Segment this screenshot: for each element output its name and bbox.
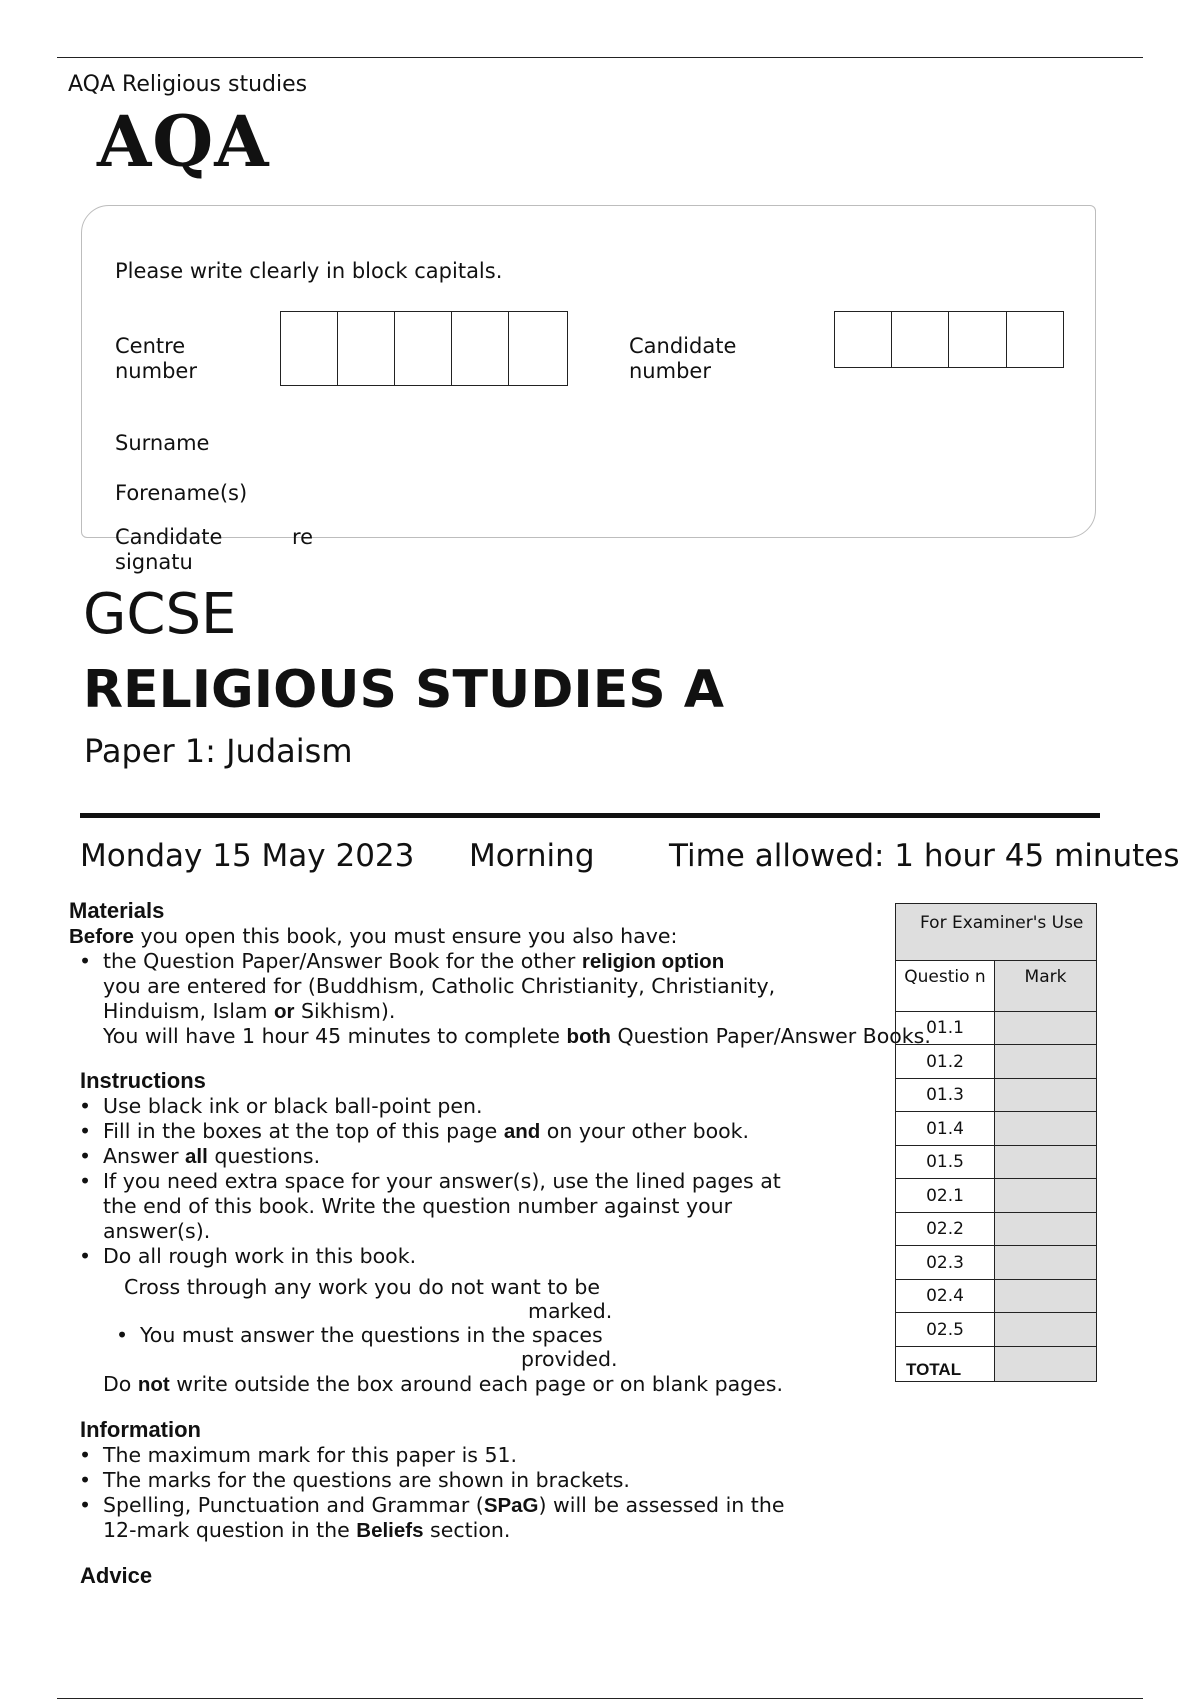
advice-heading: Advice [80, 1563, 153, 1588]
title-divider [80, 813, 1100, 818]
time-allowed: Time allowed: 1 hour 45 minutes [669, 838, 1180, 874]
examiner-table-heading: For Examiner's Use [896, 904, 1097, 961]
mark-cell[interactable] [995, 1179, 1097, 1213]
exam-date: Monday 15 May 2023 [80, 838, 415, 874]
list-item: • If you need extra space for your answer(s), use the lined pages at the end of this book. Write the question number against your answer(s). [69, 1169, 781, 1244]
mark-column-header: Mark [995, 961, 1097, 1012]
list-item: • Answer all questions. [69, 1144, 781, 1169]
information-list [69, 1443, 784, 1543]
question-number: 02.1 [896, 1179, 995, 1213]
signature-label-suffix: re [292, 525, 314, 549]
question-number: 02.4 [896, 1280, 995, 1313]
centre-number-boxes [280, 311, 568, 386]
top-rule [57, 57, 1143, 58]
examiner-use-table [895, 903, 1097, 1382]
list-item: • The marks for the questions are shown in brackets. [69, 1468, 784, 1493]
list-item: • The maximum mark for this paper is 51. [69, 1443, 784, 1468]
qualification-title: GCSE [83, 582, 237, 647]
candidate-digit-box[interactable] [949, 312, 1007, 367]
question-number: 02.3 [896, 1246, 995, 1280]
cross-through-note: Cross through any work you do not want to be [124, 1275, 601, 1299]
question-number: 01.5 [896, 1146, 995, 1179]
time-note: You will have 1 hour 45 minutes to complete both Question Paper/Answer Books. [103, 1024, 931, 1048]
running-title: AQA Religious studies [68, 72, 308, 97]
centre-digit-box[interactable] [509, 312, 567, 385]
centre-number-label: Centre number [115, 334, 197, 383]
instructions-heading: Instructions [80, 1068, 206, 1093]
candidate-digit-box[interactable] [892, 312, 949, 367]
exam-session: Morning [469, 838, 595, 874]
spaces-bullet: • [116, 1323, 129, 1347]
list-item: • Spelling, Punctuation and Grammar (SPaG) will be assessed in the 12-mark question in the Beliefs section. [69, 1493, 784, 1543]
mark-cell[interactable] [995, 1246, 1097, 1280]
block-capitals-instruction: Please write clearly in block capitals. [115, 259, 503, 283]
mark-cell[interactable] [995, 1112, 1097, 1146]
mark-cell[interactable] [995, 1079, 1097, 1112]
bottom-rule [57, 1698, 1143, 1699]
list-item: • Do all rough work in this book. [69, 1244, 781, 1269]
paper-title: Paper 1: Judaism [84, 732, 353, 770]
materials-list [69, 949, 775, 1024]
instructions-list [69, 1094, 781, 1269]
materials-heading: Materials [69, 898, 165, 923]
aqa-logo: AQA [97, 100, 270, 183]
candidate-digit-box[interactable] [835, 312, 892, 367]
cross-through-note-cont: marked. [528, 1299, 613, 1323]
forename-label: Forename(s) [115, 481, 248, 505]
answer-spaces-note: You must answer the questions in the spaces [140, 1323, 603, 1347]
information-heading: Information [80, 1417, 201, 1442]
centre-digit-box[interactable] [281, 312, 338, 385]
candidate-number-boxes [834, 311, 1064, 368]
mark-cell[interactable] [995, 1213, 1097, 1246]
centre-digit-box[interactable] [452, 312, 509, 385]
question-number: 01.3 [896, 1079, 995, 1112]
list-item: • the Question Paper/Answer Book for the other religion option you are entered for (Buddhism, Catholic Christianity, Christianity, Hinduism, Islam or Sikhism). [69, 949, 775, 1024]
mark-cell[interactable] [995, 1012, 1097, 1045]
question-column-header: Questio n [896, 961, 995, 1012]
candidate-number-label: Candidate number [629, 334, 737, 383]
question-number: 01.1 [896, 1012, 995, 1045]
mark-cell[interactable] [995, 1146, 1097, 1179]
subject-title: RELIGIOUS STUDIES A [83, 660, 725, 720]
question-number: 02.5 [896, 1313, 995, 1347]
centre-digit-box[interactable] [395, 312, 452, 385]
total-mark-cell[interactable] [995, 1347, 1097, 1382]
mark-cell[interactable] [995, 1045, 1097, 1079]
centre-digit-box[interactable] [338, 312, 395, 385]
question-number: 02.2 [896, 1213, 995, 1246]
mark-cell[interactable] [995, 1313, 1097, 1347]
question-number: 01.4 [896, 1112, 995, 1146]
question-number: 01.2 [896, 1045, 995, 1079]
list-item: • Fill in the boxes at the top of this page and on your other book. [69, 1119, 781, 1144]
mark-cell[interactable] [995, 1280, 1097, 1313]
do-not-write-note: Do not write outside the box around each page or on blank pages. [103, 1372, 783, 1396]
materials-intro: Before you open this book, you must ensure you also have: [69, 924, 678, 948]
total-label: TOTAL [896, 1347, 995, 1382]
list-item: • Use black ink or black ball-point pen. [69, 1094, 781, 1119]
candidate-digit-box[interactable] [1007, 312, 1063, 367]
answer-spaces-note-cont: provided. [521, 1347, 618, 1371]
signature-label: Candidate signatu [115, 525, 223, 574]
surname-label: Surname [115, 431, 210, 455]
